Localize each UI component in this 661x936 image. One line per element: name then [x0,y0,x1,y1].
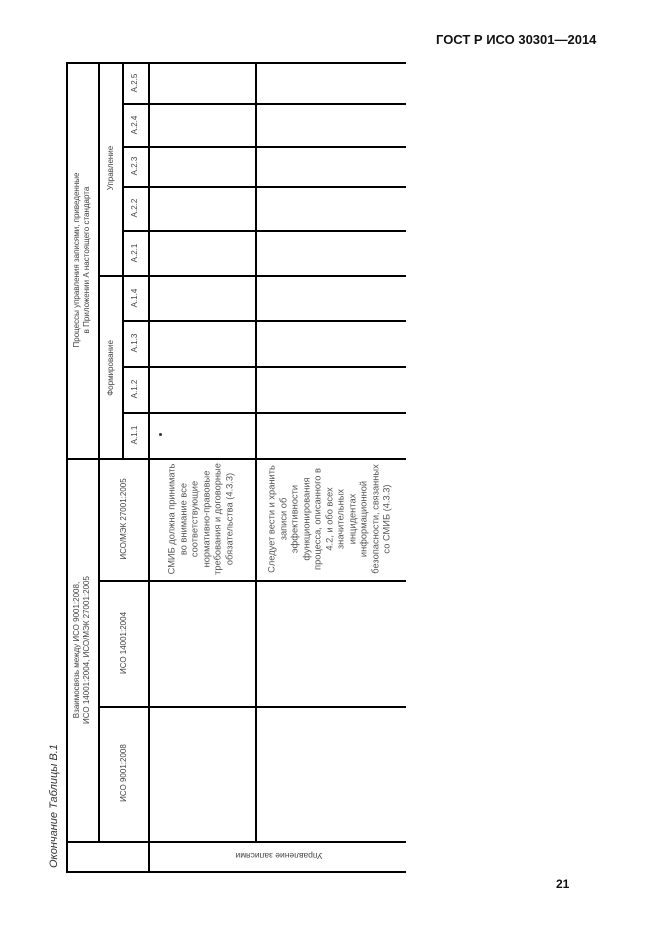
divider [123,186,406,188]
divider [98,62,100,842]
col-a25: А.2.5 [130,73,139,93]
col-iso27001: ИСО/МЭК 27001:2005 [119,478,128,560]
col-a21: А.2.1 [130,243,139,263]
row1-a11-mark [159,433,162,436]
table-border-bottom [66,871,406,873]
divider [66,841,406,843]
subgroup-formation: Формирование [106,340,115,396]
divider [99,275,406,277]
row2-iso27001: Следует вести и хранить записи об эффективности функционирования процесса, описанного в 4.2, и обо всех значительных инцидентах информационной безопасности, связанных со СМИБ (4.3.3) [266,464,392,574]
col-a11: А.1.1 [130,425,139,445]
subgroup-control: Управление [106,145,115,191]
page-number: 21 [556,877,570,891]
header-relation-line1: Взаимосвязь между ИСО 9001:2008, [72,581,81,719]
col-a24: А.2.4 [130,115,139,135]
divider [123,320,406,322]
divider [99,580,406,582]
row-section-label: Управление записями [235,851,323,861]
divider [122,62,124,459]
row1-iso27001: СМИБ должна принимать во внимание все соответствующие нормативно-правовые требования и договорные обязательства (4.3.3) [166,463,235,575]
divider [66,458,406,460]
header-processes [72,173,92,348]
table-caption: Окончание Таблицы В.1 [48,744,60,868]
header-relation [72,576,92,724]
col-iso9001: ИСО 9001:2008 [119,744,128,802]
col-a23: А.2.3 [130,156,139,176]
header-processes-line1: Процессы управления записями, приведенные [72,172,81,348]
document-title: ГОСТ Р ИСО 30301—2014 [436,32,597,47]
divider [123,146,406,148]
header-processes-line2: в Приложении А настоящего стандарта [82,186,91,334]
divider [148,62,150,873]
col-a12: А.1.2 [130,379,139,399]
header-relation-line2: ИСО 14001:2004, ИСО/МЭК 27001:2005 [82,576,91,724]
col-iso14001: ИСО 14001:2004 [119,611,128,675]
divider [123,366,406,368]
table-border-top [66,62,406,64]
divider [99,706,406,708]
divider [123,230,406,232]
col-a22: А.2.2 [130,198,139,218]
divider [123,103,406,105]
divider [255,62,257,842]
table-border-left [66,62,68,873]
col-a13: А.1.3 [130,333,139,353]
divider [123,412,406,414]
col-a14: А.1.4 [130,288,139,308]
